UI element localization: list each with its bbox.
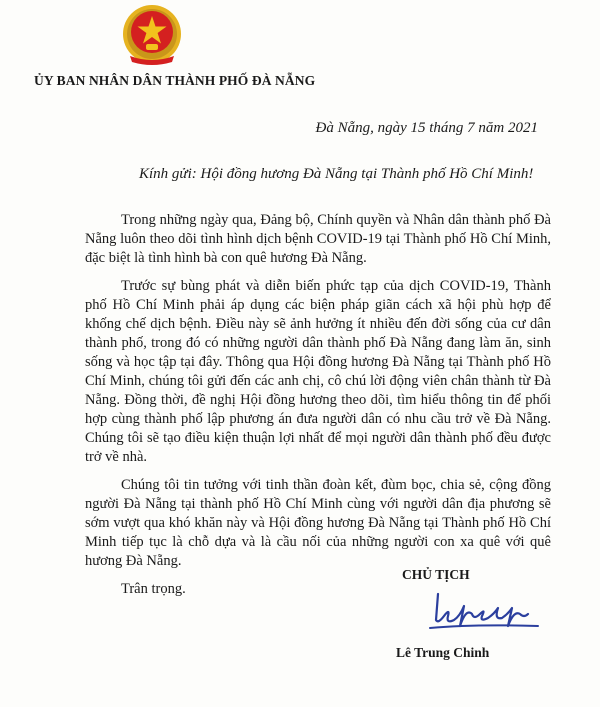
letter-body: [85, 211, 551, 608]
paragraph-1: Trong những ngày qua, Đảng bộ, Chính quyền và Nhân dân thành phố Đà Nẵng luôn theo dõi tình hình dịch bệnh COVID-19 tại Thành phố Hồ Chí Minh, đặc biệt là tình hình bà con quê hương Đà Nẵng.: [85, 212, 551, 266]
paragraph-2: Trước sự bùng phát và diễn biến phức tạp của dịch COVID-19, Thành phố Hồ Chí Minh phải áp dụng các biện pháp giãn cách xã hội phù hợp để khống chế dịch bệnh. Điều này sẽ ảnh hưởng ít nhiều đến đời sống của cư dân thành phố, trong đó có những người dân thành phố Đà Nẵng đang làm ăn, sinh sống và học tập tại đây. Thông qua Hội đồng hương Đà Nẵng tại Thành phố Hồ Chí Minh, chúng tôi gửi đến các anh chị, cô chú lời động viên chân thành từ Đà Nẵng. Đồng thời, đề nghị Hội đồng hương theo dõi, tìm hiểu thông tin để phối hợp cùng thành phố lập phương án đưa người dân có nhu cầu trở về Đà Nẵng. Chúng tôi sẽ tạo điều kiện thuận lợi nhất để mọi người dân thành phố đều được trở về nhà.: [85, 278, 551, 465]
organization-name: ỦY BAN NHÂN DÂN THÀNH PHỐ ĐÀ NẴNG: [34, 73, 316, 88]
signer-title: CHỦ TỊCH: [402, 567, 470, 582]
signer-name: Lê Trung Chinh: [396, 645, 490, 660]
handwritten-signature-icon: [424, 586, 544, 632]
date-line: Đà Nẵng, ngày 15 tháng 7 năm 2021: [315, 120, 538, 136]
closing-line: Trân trọng.: [121, 581, 186, 597]
paragraph-3: Chúng tôi tin tưởng với tinh thần đoàn kết, đùm bọc, chia sẻ, cộng đồng người Đà Nẵng tại thành phố Hồ Chí Minh cùng với người dân địa phương sẽ sớm vượt qua khó khăn này và Hội đồng hương Đà Nẵng tại Thành phố Hồ Chí Minh tiếp tục là chỗ dựa và là cầu nối của những người con xa quê với quê hương Đà Nẵng.: [85, 477, 551, 569]
state-emblem-icon: [120, 4, 184, 68]
salutation: Kính gửi: Hội đồng hương Đà Nẵng tại Thành phố Hồ Chí Minh!: [139, 166, 534, 182]
